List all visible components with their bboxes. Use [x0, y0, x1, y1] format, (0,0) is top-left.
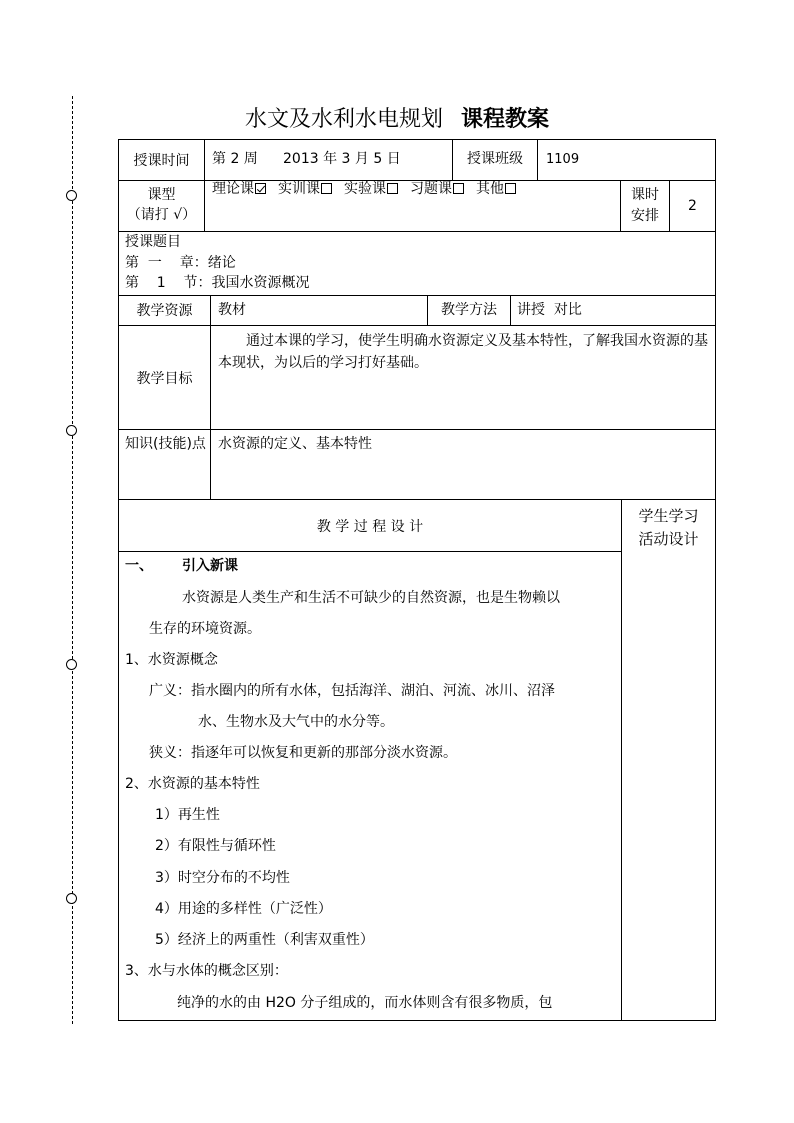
option-theory[interactable]: 理论课	[212, 181, 266, 197]
topic-section: 第 1 节：我国水资源概况	[125, 275, 310, 291]
value-week: 第 2 周	[212, 151, 258, 167]
label-goals: 教学目标	[136, 371, 193, 387]
topic-chapter: 第 一 章：绪论	[125, 255, 236, 271]
label-resources: 教学资源	[136, 303, 193, 319]
col-divider	[621, 499, 622, 1021]
checkbox-icon[interactable]	[505, 183, 516, 194]
row-divider	[118, 325, 716, 326]
label-topic: 授课题目	[125, 234, 181, 250]
heading-water-vs-waterbody: 3、水与水体的概念区别：	[125, 963, 288, 979]
row-divider	[118, 295, 716, 296]
title-lesson-plan: 课程教案	[461, 107, 550, 132]
intro-line-2: 生存的环境资源。	[149, 621, 261, 637]
characteristic-item: 3）时空分布的不均性	[155, 870, 290, 886]
label-hours-1: 课时	[631, 187, 659, 203]
narrow-definition: 狭义：指逐年可以恢复和更新的那部分淡水资源。	[149, 745, 457, 761]
checkbox-icon[interactable]	[321, 183, 332, 194]
binding-dashed-line	[72, 96, 73, 1024]
row-divider	[118, 499, 716, 500]
col-divider	[510, 295, 511, 325]
col-divider	[210, 295, 211, 499]
water-vs-waterbody-text: 纯净的水的由 H2O 分子组成的，而水体则含有很多物质，包	[177, 995, 553, 1011]
row-divider	[118, 429, 716, 430]
goals-text: 通过本课的学习，使学生明确水资源定义及基本特性，了解我国水资源的基本现状，为以后的学习打好基础。	[218, 333, 708, 371]
label-knowledge: 知识(技能)点	[125, 436, 206, 452]
binding-hole	[66, 659, 77, 670]
value-method: 讲授 对比	[517, 302, 582, 318]
value-hours: 2	[688, 198, 697, 214]
label-method: 教学方法	[441, 302, 497, 318]
binding-hole	[66, 190, 77, 201]
checkbox-icon[interactable]	[387, 183, 398, 194]
label-hours-2: 安排	[631, 208, 659, 224]
checkbox-icon[interactable]	[453, 183, 464, 194]
option-practical-training[interactable]: 实训课	[278, 181, 332, 197]
title-course-name: 水文及水利水电规划	[244, 107, 443, 132]
option-experiment[interactable]: 实验课	[344, 181, 398, 197]
value-knowledge: 水资源的定义、基本特性	[218, 436, 372, 452]
broad-definition-2: 水、生物水及大气中的水分等。	[198, 714, 394, 730]
col-divider	[204, 139, 205, 231]
checkbox-checked-icon[interactable]	[255, 183, 266, 194]
process-header: 教 学 过 程 设 计	[316, 519, 424, 535]
value-date: 2013 年 3 月 5 日	[283, 151, 401, 167]
option-exercise[interactable]: 习题课	[410, 181, 464, 197]
section-1-title: 引入新课	[182, 558, 238, 574]
label-course-type: 课型	[147, 187, 176, 203]
document-title	[0, 102, 794, 133]
student-header-1: 学生学习	[638, 507, 699, 525]
label-teaching-time: 授课时间	[133, 153, 190, 169]
characteristic-item: 2）有限性与循环性	[155, 838, 276, 854]
intro-line-1: 水资源是人类生产和生活不可缺少的自然资源，也是生物赖以	[182, 590, 560, 606]
label-class: 授课班级	[467, 151, 523, 167]
option-other[interactable]: 其他	[476, 181, 516, 197]
heading-characteristics: 2、水资源的基本特性	[125, 776, 260, 792]
col-divider	[537, 139, 538, 180]
characteristic-item: 5）经济上的两重性（利害双重性）	[155, 932, 374, 948]
characteristic-item: 4）用途的多样性（广泛性）	[155, 901, 332, 917]
row-divider	[118, 551, 621, 552]
value-class: 1109	[546, 152, 580, 167]
characteristic-item: 1）再生性	[155, 807, 220, 823]
binding-hole	[66, 425, 77, 436]
binding-hole	[66, 893, 77, 904]
course-type-options	[212, 180, 528, 198]
section-1-number: 一、	[125, 558, 153, 574]
row-divider	[118, 231, 716, 232]
label-check-hint: （请打 √）	[126, 207, 197, 223]
value-resources: 教材	[218, 302, 246, 318]
broad-definition-1: 广义：指水圈内的所有水体，包括海洋、湖泊、河流、冰川、沼泽	[149, 683, 555, 699]
student-header-2: 活动设计	[638, 530, 699, 548]
heading-concept: 1、水资源概念	[125, 652, 218, 668]
